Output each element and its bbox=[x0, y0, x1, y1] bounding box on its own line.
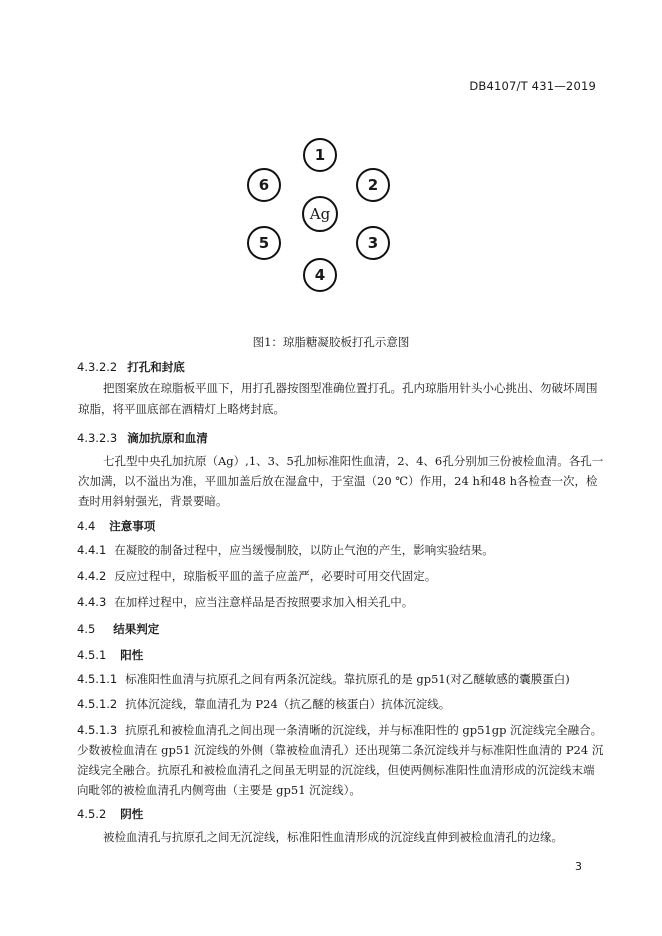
section-number: 4.5 bbox=[77, 622, 96, 636]
clause-4-4-1 bbox=[77, 540, 494, 560]
clause-number: 4.4.2 bbox=[77, 569, 107, 583]
clause-text: 抗体沉淀线，靠血清孔为 P24（抗乙醚的核蛋白）抗体沉淀线。 bbox=[125, 697, 451, 711]
hole-5: 5 bbox=[247, 226, 281, 260]
clause-4-5-1-3 bbox=[77, 720, 602, 740]
hole-6: 6 bbox=[247, 168, 281, 202]
clause-number: 4.4.3 bbox=[77, 595, 107, 609]
paragraph-line: 淀线完全融合。抗原孔和被检血清孔之间虽无明显的沉淀线，但使两侧标准阳性血清形成的沉淀线末端 bbox=[77, 763, 595, 777]
clause-text: 在凝胶的制备过程中，应当缓慢制胶，以防止气泡的产生，影响实验结果。 bbox=[114, 543, 494, 557]
hole-2: 2 bbox=[356, 168, 390, 202]
clause-4-4-2 bbox=[77, 566, 436, 586]
section-title: 注意事项 bbox=[109, 519, 156, 533]
section-number: 4.3.2.2 bbox=[77, 360, 118, 374]
paragraph-line: 少数被检血清在 gp51 沉淀线的外侧（靠被检血清孔）还出现第二条沉淀线并与标准阳性血清的 P24 沉 bbox=[77, 743, 604, 757]
document-code: DB4107/T 431—2019 bbox=[469, 79, 596, 93]
hole-1: 1 bbox=[303, 138, 337, 172]
section-number: 4.4 bbox=[77, 519, 96, 533]
section-title: 阳性 bbox=[120, 648, 144, 662]
clause-number: 4.5.1.3 bbox=[77, 723, 118, 737]
paragraph-line: 次加满，以不溢出为准，平皿加盖后放在湿盒中，于室温（20 ℃）作用，24 h和48 h各检查一次，检 bbox=[78, 474, 598, 488]
clause-text: 标准阳性血清与抗原孔之间有两条沉淀线。靠抗原孔的是 gp51(对乙醚敏感的囊膜蛋白) bbox=[125, 672, 570, 686]
heading-4-3-2-2 bbox=[77, 359, 185, 375]
clause-4-5-1-1 bbox=[77, 669, 570, 689]
section-title: 阴性 bbox=[120, 807, 144, 821]
heading-4-5 bbox=[77, 621, 159, 637]
hole-3: 3 bbox=[356, 226, 390, 260]
section-number: 4.3.2.3 bbox=[77, 431, 118, 445]
paragraph-line: 七孔型中央孔加抗原（Ag）,1、3、5孔加标准阳性血清，2、4、6孔分别加三份被检血清。各孔一 bbox=[103, 454, 604, 468]
clause-4-4-3 bbox=[77, 592, 413, 612]
heading-4-5-1 bbox=[77, 647, 143, 663]
clause-text: 在加样过程中，应当注意样品是否按照要求加入相关孔中。 bbox=[114, 595, 414, 609]
clause-number: 4.5.1.1 bbox=[77, 672, 118, 686]
heading-4-5-2 bbox=[77, 806, 143, 822]
section-number: 4.5.1 bbox=[77, 648, 107, 662]
clause-number: 4.5.1.2 bbox=[77, 697, 118, 711]
clause-number: 4.4.1 bbox=[77, 543, 107, 557]
section-title: 滴加抗原和血清 bbox=[127, 431, 208, 445]
hole-4: 4 bbox=[303, 258, 337, 292]
section-number: 4.5.2 bbox=[77, 807, 107, 821]
section-title: 结果判定 bbox=[113, 622, 160, 636]
heading-4-4 bbox=[77, 518, 155, 534]
page-number: 3 bbox=[575, 860, 582, 873]
paragraph-line: 被检血清孔与抗原孔之间无沉淀线，标准阳性血清形成的沉淀线直伸到被检血清孔的边缘。 bbox=[103, 830, 563, 844]
well-punch-diagram bbox=[240, 138, 400, 298]
hole-antigen-center: Ag bbox=[302, 196, 338, 232]
paragraph-line: 把图案放在琼脂板平皿下，用打孔器按图型准确位置打孔。孔内琼脂用针头小心挑出、勿破坏周围 bbox=[103, 381, 598, 395]
figure-caption: 图1：琼脂糖凝胶板打孔示意图 bbox=[252, 335, 410, 349]
clause-text: 反应过程中，琼脂板平皿的盖子应盖严，必要时可用交代固定。 bbox=[114, 569, 437, 583]
paragraph-line: 查时用斜射强光，背景要暗。 bbox=[78, 494, 228, 508]
heading-4-3-2-3 bbox=[77, 430, 208, 446]
paragraph-line: 向毗邻的被检血清孔内侧弯曲（主要是 gp51 沉淀线）。 bbox=[77, 783, 361, 797]
clause-4-5-1-2 bbox=[77, 694, 450, 714]
clause-text: 抗原孔和被检血清孔之间出现一条清晰的沉淀线，并与标准阳性的 gp51gp 沉淀线完全融合。 bbox=[125, 723, 603, 737]
paragraph-line: 琼脂，将平皿底部在酒精灯上略烤封底。 bbox=[78, 402, 285, 416]
section-title: 打孔和封底 bbox=[127, 360, 185, 374]
